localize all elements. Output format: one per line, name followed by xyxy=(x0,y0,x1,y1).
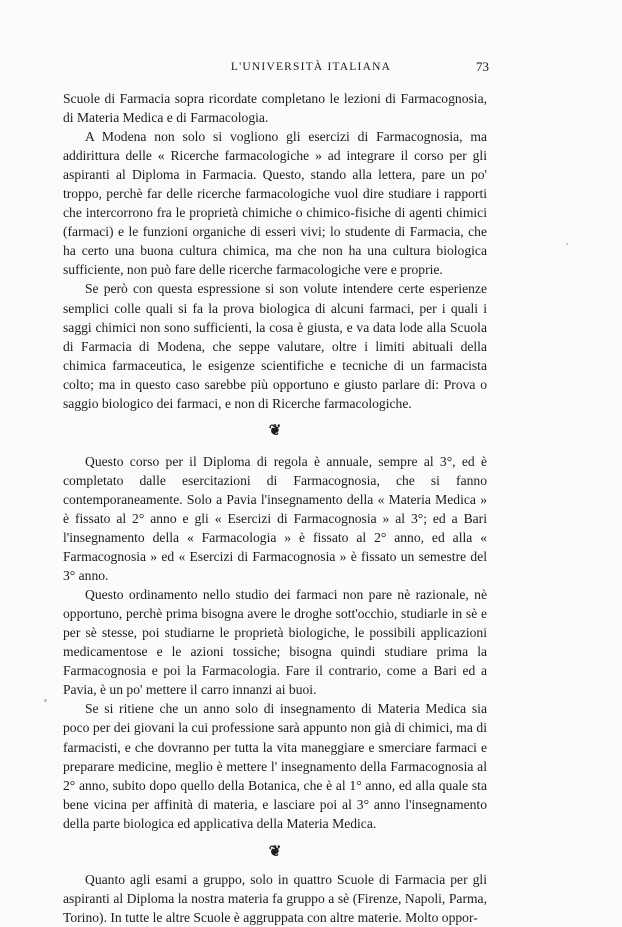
paper-speck xyxy=(566,243,568,245)
section-ornament-2: ❦ xyxy=(268,843,282,860)
paragraph-prova-biologica: Se però con questa espressione si son volute intendere certe esperienze semplici colle quali si fa la prova biologica di alcuni farmaci, per i quali i saggi chimici non sono sufficienti, la cosa è giusta, e va data lode alla Scuola di Farmacia di Modena, che seppe valutare, oltre i limiti abituali della chimica farmaceutica, le esigenze scientifiche e tecniche di un farmacista colto; ma in questo caso sarebbe più opportuno e giusto parlare di: Prova o saggio biologico dei farmaci, e non di Ricerche farmacologiche. xyxy=(63,281,487,411)
paragraph-continuation: Scuole di Farmacia sopra ricordate completano le lezioni di Farmacognosia, di Materia Medica e di Farmacologia. xyxy=(63,91,487,126)
page-header xyxy=(0,58,622,78)
paper-speck xyxy=(44,699,47,702)
text-body xyxy=(63,89,487,927)
paragraph-ordinamento: Questo ordinamento nello studio dei farmaci non pare nè razionale, nè opportuno, perchè prima bisogna avere le droghe sott'occhio, studiarle in sè e per sè stesse, poi studiarne le proprietà biologiche, le possibili applicazioni medicamentose e le azioni tossiche; bisogna quindi studiare prima la Farmacognosia e poi la Farmacologia. Fare il contrario, come a Bari ed a Pavia, è un po' mettere il carro innanzi ai buoi. xyxy=(63,587,487,698)
paragraph-modena: A Modena non solo si vogliono gli esercizi di Farmacognosia, ma addirittura delle « Ricerche farmacologiche » ad integrare il corso per gli aspiranti al Diploma in Farmacia. Questo, stando alla lettera, pare un po' troppo, perchè far delle ricerche farmacologiche vuol dire studiare i rapporti che intercorrono fra le proprietà chimiche o chimico-fisiche di agenti chimici (farmaci) e le funzioni organiche di esseri vivi; lo studente di Farmacia, che ha certo una buona cultura chimica, ma che non ha una cultura biologica sufficiente, non può fare delle ricerche farmacologiche vere e proprie. xyxy=(63,129,487,278)
running-title: L'UNIVERSITÀ ITALIANA xyxy=(230,61,392,73)
paragraph-esami-gruppo: Quanto agli esami a gruppo, solo in quattro Scuole di Farmacia per gli aspiranti al Diploma la nostra materia fa gruppo a sè (Firenze, Napoli, Parma, Torino). In tutte le altre Scuole è aggruppata con altre materie. Molto oppor- xyxy=(63,871,487,925)
paragraph-corso-diploma: Questo corso per il Diploma di regola è annuale, sempre al 3°, ed è completato dalle esercitazioni di Farmacognosia, che si fanno contemporaneamente. Solo a Pavia l'insegnamento della « Materia Medica » è fissato al 2° anno e gli « Esercizi di Farmacognosia » al 3°; ed a Bari l'insegnamento della « Farmacologia » è fissato al 2° anno, ed alla « Farmacognosia » ed « Esercizi di Farmacognosia » è fissato un semestre del 3° anno. xyxy=(63,453,487,584)
page-number: 73 xyxy=(476,59,489,74)
section-ornament-1: ❦ xyxy=(268,422,282,439)
paragraph-materia-medica: Se si ritiene che un anno solo di insegnamento di Materia Medica sia poco per dei giovani la cui professione sarà appunto non già di chimici, ma di farmacisti, e che dovranno per tutta la vita maneggiare e smerciare farmaci e preparare medicine, meglio è mettere l' insegnamento della Farmacognosia al 2° anno, subito dopo quello della Botanica, che è al 1° anno, ed alla quale sta bene vicina per affinità di materia, e lasciare poi al 3° anno l'insegnamento della parte biologica ed applicativa della Materia Medica. xyxy=(63,701,487,831)
